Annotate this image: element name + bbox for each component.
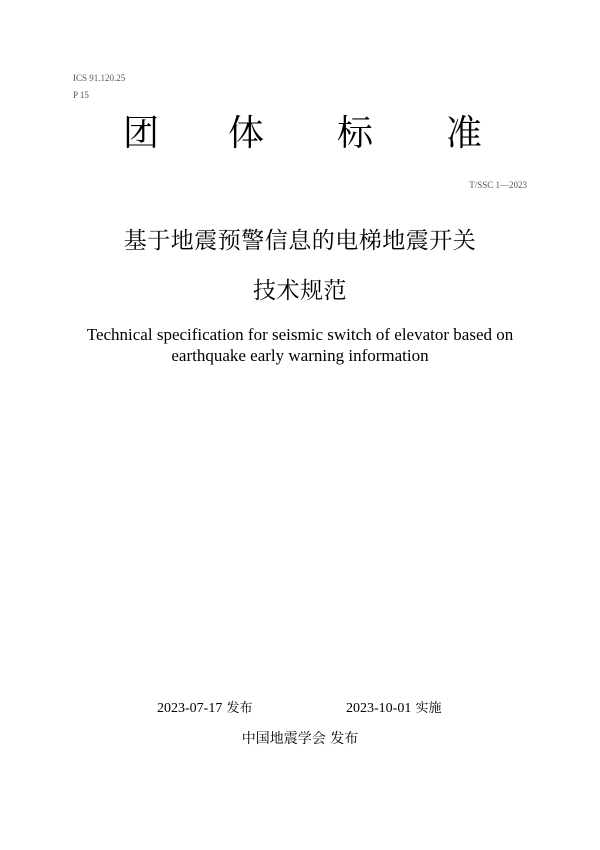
ics-code: ICS 91.120.25 — [73, 73, 126, 83]
ccs-code: P 15 — [73, 90, 89, 100]
document-type-heading — [0, 112, 600, 156]
publisher: 中国地震学会 发布 — [241, 731, 359, 747]
standard-number: T/SSC 1—2023 — [469, 180, 527, 190]
issue-date — [157, 700, 252, 718]
implementation-date — [346, 700, 441, 718]
implementation-date-value: 2023-10-01 — [346, 701, 412, 716]
issue-date-label: 发布 — [226, 701, 253, 716]
english-title-line-2: earthquake early warning information — [171, 346, 429, 365]
document-type-char: 标 — [337, 113, 374, 154]
chinese-title-line-1: 基于地震预警信息的电梯地震开关 — [123, 228, 477, 254]
english-title-line-1: Technical specification for seismic switch of elevator based on — [86, 325, 514, 344]
document-type-char: 准 — [446, 113, 483, 154]
document-type-char: 团 — [123, 113, 160, 154]
implementation-date-label: 实施 — [415, 701, 442, 716]
chinese-title-line-2: 技术规范 — [253, 278, 347, 304]
document-type-char: 体 — [228, 113, 265, 154]
issue-date-value: 2023-07-17 — [157, 701, 223, 716]
